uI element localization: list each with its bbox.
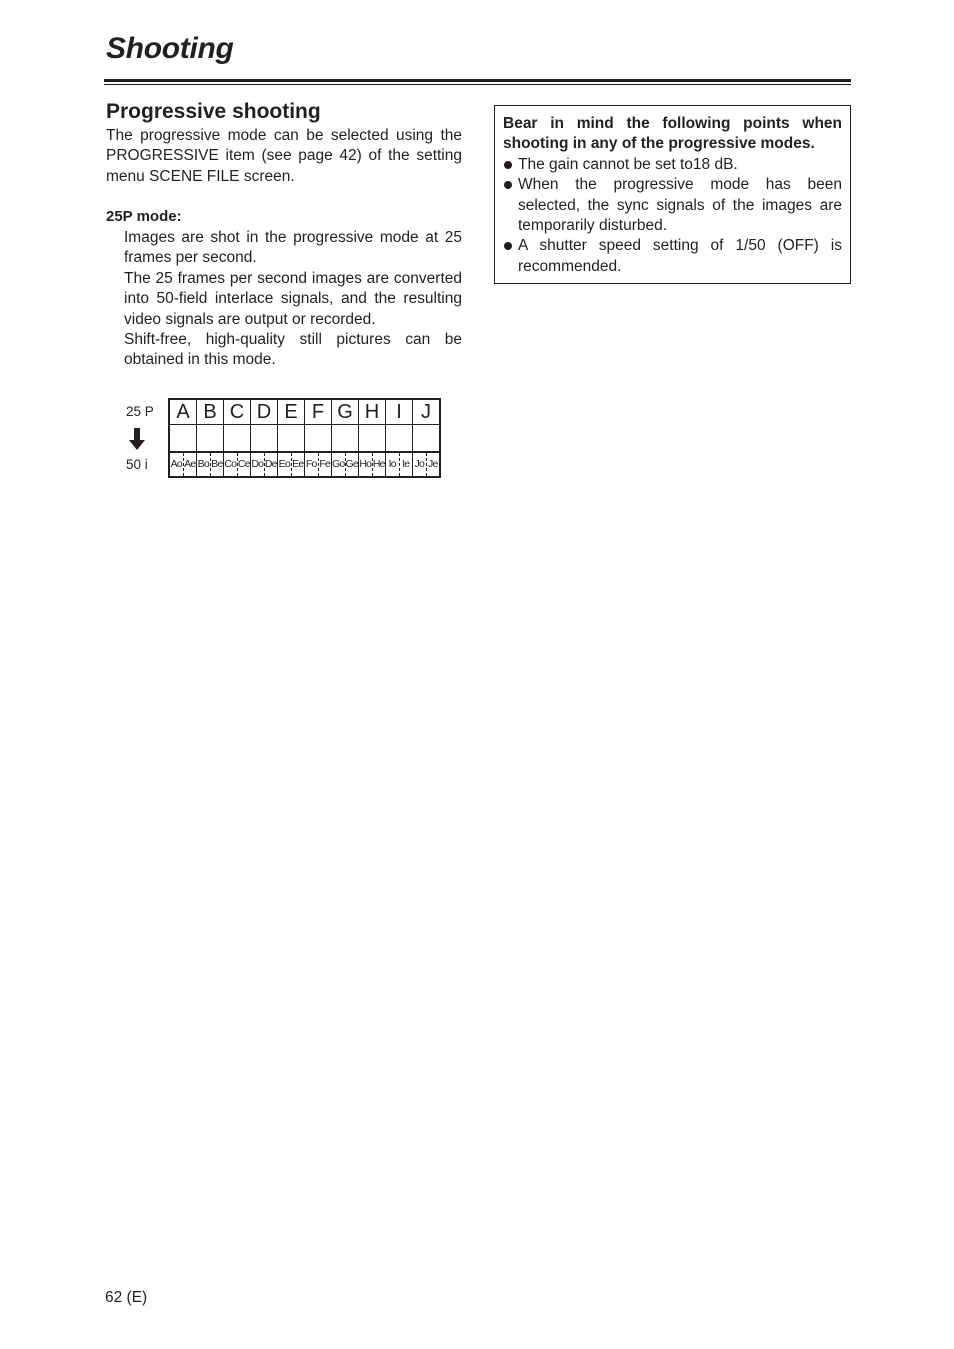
field-cell-odd: Ho (359, 453, 373, 476)
field-cell-even: Ee (292, 458, 304, 470)
bullet-icon (504, 242, 512, 250)
frame-cell: J (421, 401, 431, 423)
connector-cell (359, 425, 386, 451)
mode-paragraph: Images are shot in the progressive mode at 25 frames per second. (124, 229, 462, 267)
field-pair (197, 453, 224, 476)
field-cell-odd: Ao (170, 453, 184, 476)
connector-cell (170, 425, 197, 451)
connector-cell (305, 425, 332, 451)
field-pair (413, 453, 439, 476)
frame-cell: C (224, 400, 251, 424)
field-cell-even: Je (428, 458, 438, 470)
note-item (503, 155, 842, 175)
field-pair (332, 453, 359, 476)
field-cell-odd: Co (224, 453, 238, 476)
field-pair (305, 453, 332, 476)
field-cell-even: Be (211, 458, 223, 470)
field-pair (386, 453, 413, 476)
field-cell-odd: Eo (278, 453, 292, 476)
intro-paragraph: The progressive mode can be selected using the PROGRESSIVE item (see page 42) of the setting menu SCENE FILE screen. (106, 127, 462, 185)
field-cell-even: De (264, 458, 277, 470)
connector-cell (332, 425, 359, 451)
mode-heading: 25P mode: (106, 208, 182, 225)
connector-cell (413, 425, 439, 451)
connector-cell (251, 425, 278, 451)
field-pair (224, 453, 251, 476)
field-cell-odd: Jo (413, 453, 427, 476)
title-rule-thin (104, 84, 851, 85)
mode-paragraph: The 25 frames per second images are converted into 50-field interlace signals, and the resulting video signals are output or recorded. (124, 269, 462, 328)
frame-connector-row (168, 425, 441, 451)
page-title: Shooting (106, 32, 234, 65)
frame-cell: D (251, 400, 278, 424)
connector-cell (197, 425, 224, 451)
title-rule-thick (104, 79, 851, 82)
note-item-text: When the progressive mode has been selected, the sync signals of the images are temporarily disturbed. (518, 176, 842, 235)
note-item-text: The gain cannot be set to18 dB. (518, 155, 738, 173)
field-cell-even: He (372, 458, 385, 470)
frame-cell: E (278, 400, 305, 424)
field-pair (170, 453, 197, 476)
field-row (168, 451, 441, 478)
frame-cell: G (332, 400, 359, 424)
connector-cell (278, 425, 305, 451)
field-cell-even: Ie (402, 458, 410, 470)
progressive-label: 25 P (126, 404, 154, 419)
field-pair (251, 453, 278, 476)
note-item (503, 175, 842, 236)
page-number: 62 (E) (105, 1289, 148, 1306)
note-box (494, 105, 851, 284)
field-cell-odd: Bo (197, 453, 211, 476)
field-cell-even: Ge (345, 458, 358, 470)
field-cell-even: Ce (237, 458, 250, 470)
frame-cell: A (170, 400, 197, 424)
frame-cell: F (305, 400, 332, 424)
field-cell-odd: Io (386, 453, 400, 476)
frame-row (168, 398, 441, 425)
frame-cell: B (197, 400, 224, 424)
field-cell-odd: Do (251, 453, 265, 476)
bullet-icon (504, 181, 512, 189)
connector-cell (386, 425, 413, 451)
frame-cell: I (386, 400, 413, 424)
interlace-label: 50 i (126, 457, 148, 472)
field-cell-even: Ae (184, 458, 196, 470)
mode-paragraph: Shift-free, high-quality still pictures can be obtained in this mode. (124, 331, 462, 369)
field-cell-odd: Go (332, 453, 346, 476)
note-list (503, 155, 842, 277)
note-item (503, 236, 842, 277)
frame-cell: H (359, 400, 386, 424)
field-pair (359, 453, 386, 476)
note-heading: Bear in mind the following points when shooting in any of the progressive modes. (503, 115, 842, 153)
note-item-text: A shutter speed setting of 1/50 (OFF) is recommended. (518, 237, 842, 275)
section-heading: Progressive shooting (106, 100, 321, 123)
mode-description (124, 228, 462, 371)
bullet-icon (504, 161, 512, 169)
down-arrow-icon (129, 428, 145, 450)
connector-cell (224, 425, 251, 451)
field-pair (278, 453, 305, 476)
field-cell-even: Fe (319, 458, 331, 470)
field-cell-odd: Fo (305, 453, 319, 476)
